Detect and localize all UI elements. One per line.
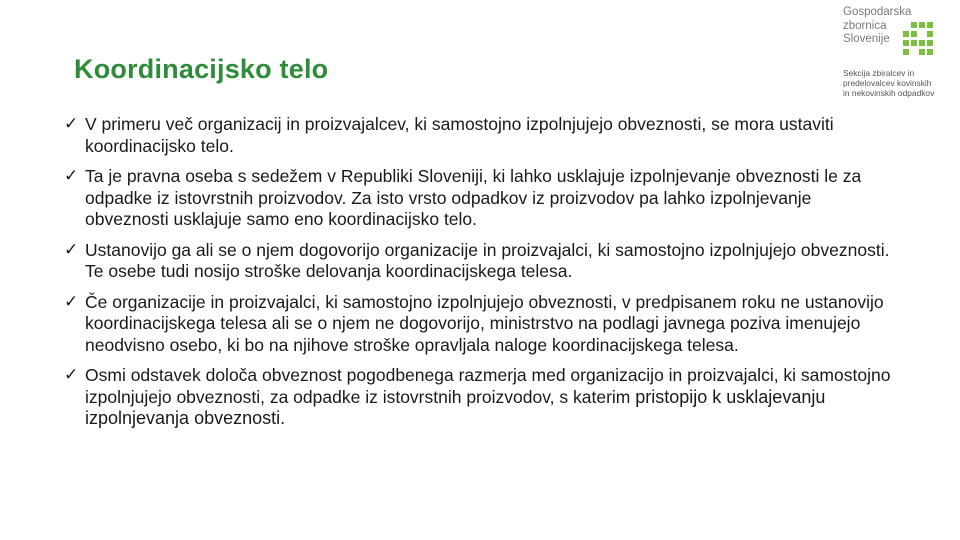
bullet-text: Ustanovijo ga ali se o njem dogovorijo organizacije in proizvajalci, ki samostojno izpolnjujejo obveznosti. Te osebe tudi nosijo stroške delovanja koordinacijskega telesa. [85, 239, 890, 281]
bullet-item [64, 292, 894, 357]
logo-grid-icon [901, 22, 935, 56]
bullet-text: V primeru več organizacij in proizvajalcev, ki samostojno izpolnjujejo obveznosti, se mora ustaviti koordinacijsko telo. [85, 114, 834, 156]
logo-name-line: zbornica [843, 19, 887, 32]
logo-section-line: in nekovinskih odpadkov [843, 88, 935, 98]
checkmark-icon: ✓ [64, 365, 79, 385]
checkmark-icon: ✓ [64, 239, 79, 260]
checkmark-icon: ✓ [64, 291, 79, 312]
slide-title: Koordinacijsko telo [74, 54, 329, 84]
logo-section-line: Sekcija zbiralcev in [843, 68, 915, 78]
bullet-text: Osmi odstavek določa obveznost pogodbenega razmerja med organizacijo in proizvajalci, ki samostojno izpolnjujejo obveznosti, za odpadke iz istovrstnih proizvodov, s katerim [85, 365, 891, 407]
logo-section [843, 68, 955, 98]
logo [843, 6, 955, 106]
bullet-text-end: pristopijo k usklajevanju izpolnjevanja obveznosti. [85, 386, 826, 428]
bullet-item [64, 365, 894, 430]
checkmark-icon: ✓ [64, 166, 79, 186]
logo-section-line: predelovalcev kovinskih [843, 78, 932, 88]
bullet-item [64, 166, 894, 231]
logo-name-line: Gospodarska [843, 6, 912, 18]
bullet-text: Če organizacije in proizvajalci, ki samostojno izpolnjujejo obveznosti, v predpisanem roku ne ustanovijo koordinacijskega telesa ali se o njem ne dogovorijo, ministrstvo na podlagi javnega poziva imenujejo neodvisno osebo, ki bo na njihove stroške opravljala naloge koordinacijskega telesa. [85, 291, 884, 355]
checkmark-icon: ✓ [64, 114, 79, 134]
bullet-text: Ta je pravna oseba s sedežem v Republiki Sloveniji, ki lahko usklajuje izpolnjevanje obveznosti le za odpadke iz istovrstnih proizvodov. Za isto vrsto odpadkov iz proizvodov pa lahko izpolnjevanje obveznosti usklajuje samo eno koordinacijsko telo. [85, 166, 862, 229]
logo-name [843, 6, 912, 47]
logo-name-line: Slovenije [843, 33, 890, 45]
bullet-item [64, 114, 894, 157]
bullet-item [64, 240, 894, 283]
bullet-list [64, 114, 894, 439]
